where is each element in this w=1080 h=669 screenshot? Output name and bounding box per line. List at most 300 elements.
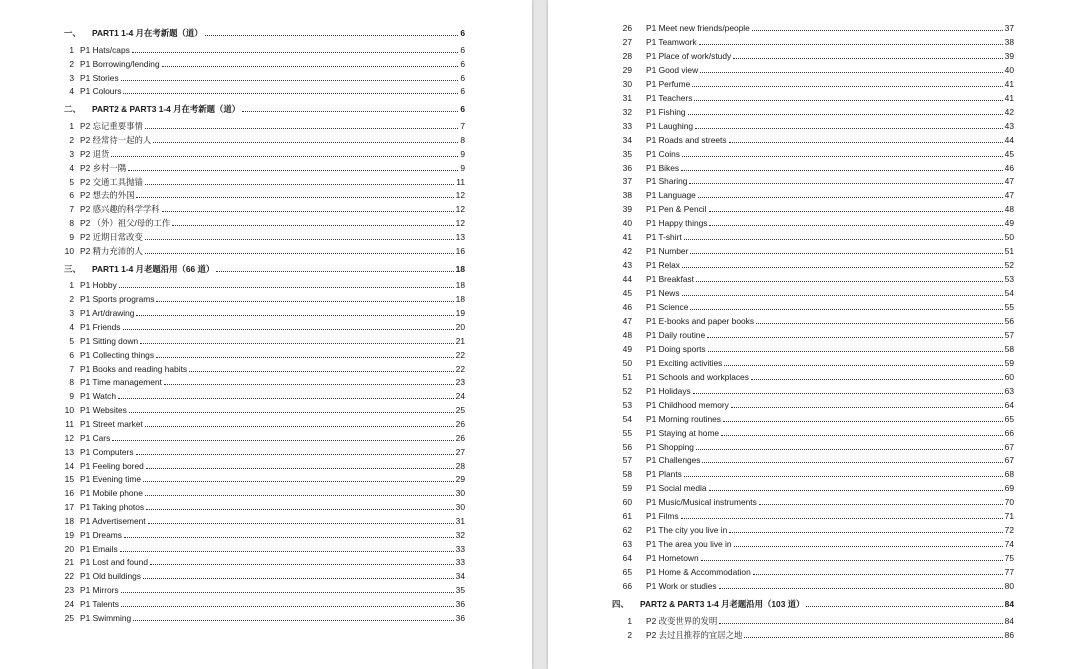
toc-entry-title: P2 忘记重要事情 [80, 121, 143, 132]
toc-entry-title: P1 Pen & Pencil [646, 204, 707, 215]
dot-leader [164, 384, 454, 385]
toc-entry-title: P1 E-books and paper books [646, 315, 755, 326]
toc-page-number: 51 [1004, 246, 1014, 257]
toc-entry[interactable] [0, 528, 532, 542]
toc-entry[interactable] [548, 440, 1080, 454]
toc-page-number: 6 [460, 86, 465, 97]
toc-entry-number: 1 [69, 44, 74, 55]
toc-entry-title: P1 Advertisement [80, 515, 146, 526]
toc-entry[interactable] [0, 133, 532, 147]
toc-entry[interactable] [0, 362, 532, 376]
toc-entry[interactable] [548, 467, 1080, 481]
toc-entry-number: 1 [627, 615, 632, 626]
dot-leader [121, 592, 454, 593]
dot-leader [707, 337, 1003, 338]
dot-leader [119, 287, 454, 288]
toc-entry-title: P1 Stories [80, 72, 119, 83]
toc-page-number: 86 [1004, 629, 1014, 640]
dot-leader [132, 52, 459, 53]
toc-entry[interactable] [0, 57, 532, 71]
toc-entry-number: 45 [622, 288, 632, 299]
dot-leader [140, 343, 453, 344]
toc-entry[interactable] [548, 523, 1080, 537]
toc-entry-title: P1 Mobile phone [80, 488, 143, 499]
toc-entry-title: P1 Books and reading habits [80, 363, 188, 374]
toc-entry-title: P1 Breakfast [646, 274, 694, 285]
toc-entry-title: PART2 & PART3 1-4 月老题沿用（103 道） [640, 598, 805, 609]
toc-page-number: 63 [1004, 385, 1014, 396]
toc-entry-title: P1 Good view [646, 64, 699, 75]
toc-page-number: 31 [455, 515, 465, 526]
toc-page-number: 47 [1004, 190, 1014, 201]
toc-page-number: 65 [1004, 413, 1014, 424]
dot-leader [688, 114, 1003, 115]
toc-entry[interactable] [0, 320, 532, 334]
toc-entry[interactable] [548, 614, 1080, 628]
toc-section-heading[interactable] [0, 102, 532, 116]
toc-entry[interactable] [0, 611, 532, 625]
toc-page-number: 18 [455, 280, 465, 291]
dot-leader [752, 30, 1003, 31]
dot-leader [702, 462, 1002, 463]
toc-entry-title: P1 Teamwork [646, 36, 697, 47]
dot-leader [120, 551, 454, 552]
toc-entry-title: P1 News [646, 288, 680, 299]
toc-entry[interactable] [548, 119, 1080, 133]
toc-entry-number: 10 [64, 245, 74, 256]
toc-entry[interactable] [548, 342, 1080, 356]
toc-entry[interactable] [0, 472, 532, 486]
toc-entry-number: 53 [622, 399, 632, 410]
toc-entry[interactable] [548, 551, 1080, 565]
toc-entry-title: P1 Staying at home [646, 427, 720, 438]
toc-entry[interactable] [548, 398, 1080, 412]
dot-leader [156, 301, 453, 302]
dot-leader [744, 637, 1002, 638]
toc-entry[interactable] [0, 348, 532, 362]
toc-entry-title: P1 Exciting activities [646, 357, 723, 368]
toc-entry-title: P1 Daily routine [646, 329, 706, 340]
toc-entry-title: P2 经常待一起的人 [80, 134, 152, 145]
toc-page-number: 18 [455, 294, 465, 305]
dot-leader [145, 184, 454, 185]
dot-leader [719, 588, 1003, 589]
toc-entry[interactable] [0, 583, 532, 597]
toc-entry-number: 3 [69, 308, 74, 319]
toc-page-number: 66 [1004, 427, 1014, 438]
toc-entry-number: 1 [69, 280, 74, 291]
dot-leader [724, 365, 1002, 366]
dot-leader [156, 357, 454, 358]
toc-entry[interactable] [0, 334, 532, 348]
toc-entry-title: P1 Feeling bored [80, 460, 144, 471]
toc-entry-number: 38 [622, 190, 632, 201]
toc-entry[interactable] [0, 244, 532, 258]
toc-entry[interactable] [0, 597, 532, 611]
toc-entry[interactable] [548, 258, 1080, 272]
toc-entry-title: P1 Schools and workplaces [646, 371, 749, 382]
toc-entry[interactable] [0, 431, 532, 445]
dot-leader [143, 481, 454, 482]
dot-leader [146, 509, 454, 510]
toc-entry-title: P1 Collecting things [80, 349, 155, 360]
toc-entry-number: 13 [64, 446, 74, 457]
dot-leader [751, 379, 1003, 380]
toc-entry-number: 55 [622, 427, 632, 438]
toc-entry[interactable] [0, 306, 532, 320]
toc-entry-title: P1 Bikes [646, 162, 680, 173]
toc-page-number: 72 [1004, 525, 1014, 536]
toc-page-number: 55 [1004, 302, 1014, 312]
toc-entry[interactable] [548, 495, 1080, 509]
toc-entry-number: 65 [622, 567, 632, 578]
toc-entry[interactable] [548, 174, 1080, 188]
toc-entry-number: 16 [64, 488, 74, 499]
toc-entry-number: 58 [622, 469, 632, 480]
toc-page-number: 60 [1004, 371, 1014, 382]
toc-entry-number: 27 [622, 36, 632, 47]
toc-entry[interactable] [0, 84, 532, 98]
toc-entry[interactable] [0, 500, 532, 514]
toc-entry[interactable] [548, 63, 1080, 77]
toc-entry[interactable] [0, 569, 532, 583]
toc-page-number: 37 [1004, 23, 1014, 33]
dot-leader [700, 72, 1003, 73]
dot-leader [216, 271, 453, 272]
toc-page-number: 67 [1004, 455, 1014, 466]
toc-page-number: 12 [455, 190, 465, 201]
toc-entry-title: P1 Perfume [646, 78, 691, 89]
toc-page-number: 34 [455, 571, 465, 582]
toc-entry[interactable] [548, 105, 1080, 119]
toc-entry-number: 28 [622, 50, 632, 61]
dot-leader [721, 435, 1003, 436]
toc-entry-title: P1 Watch [80, 391, 116, 402]
toc-entry-number: 24 [64, 599, 74, 609]
toc-page-number: 30 [455, 502, 465, 513]
toc-entry-title: P1 Dreams [80, 529, 122, 540]
toc-entry[interactable] [548, 35, 1080, 49]
toc-entry[interactable] [548, 356, 1080, 370]
toc-entry-number: 50 [622, 357, 632, 368]
toc-entry-title: P2 退货 [80, 148, 110, 159]
toc-entry-title: P1 Cars [80, 432, 111, 443]
dot-leader [682, 295, 1003, 296]
toc-page-number: 48 [1004, 204, 1014, 215]
toc-entry[interactable] [548, 188, 1080, 202]
toc-entry[interactable] [0, 486, 532, 500]
toc-entry[interactable] [548, 412, 1080, 426]
toc-entry[interactable] [548, 453, 1080, 467]
toc-entry-title: P1 Talents [80, 599, 119, 609]
dot-leader [708, 351, 1003, 352]
toc-page-number: 13 [455, 231, 465, 242]
toc-page-number: 71 [1004, 511, 1014, 522]
dot-leader [124, 537, 454, 538]
toc-entry[interactable] [548, 565, 1080, 579]
toc-entry-number: 61 [622, 511, 632, 522]
toc-page-number: 9 [460, 148, 465, 159]
toc-entry-title: P1 Sharing [646, 176, 688, 187]
toc-entry[interactable] [548, 537, 1080, 551]
toc-page-number: 6 [460, 28, 465, 38]
toc-entry-title: P1 Shopping [646, 441, 694, 452]
toc-entry[interactable] [548, 77, 1080, 91]
toc-entry-title: P1 Happy things [646, 218, 708, 229]
toc-entry[interactable] [548, 91, 1080, 105]
toc-entry-number: 8 [69, 377, 74, 388]
toc-section-heading[interactable] [0, 262, 532, 276]
toc-entry-number: 42 [622, 246, 632, 257]
toc-entry-number: 39 [622, 204, 632, 215]
dot-leader [689, 183, 1002, 184]
dot-leader [121, 80, 459, 81]
toc-page-number: 28 [455, 460, 465, 471]
dot-leader [133, 620, 453, 621]
dot-leader [145, 253, 454, 254]
toc-entry-number: 64 [622, 553, 632, 564]
toc-entry[interactable] [548, 133, 1080, 147]
toc-entry[interactable] [548, 244, 1080, 258]
toc-entry-number: 2 [69, 58, 74, 69]
dot-leader [153, 142, 458, 143]
toc-page-number: 38 [1004, 36, 1014, 47]
toc-entry[interactable] [548, 328, 1080, 342]
toc-entry[interactable] [548, 481, 1080, 495]
toc-entry[interactable] [0, 43, 532, 57]
toc-entry-number: 18 [64, 515, 74, 526]
toc-entry[interactable] [548, 370, 1080, 384]
toc-entry-title: P1 Sitting down [80, 335, 139, 346]
toc-entry[interactable] [548, 300, 1080, 314]
toc-entry-number: 5 [69, 335, 74, 346]
toc-page-number: 53 [1004, 274, 1014, 285]
toc-entry[interactable] [548, 426, 1080, 440]
toc-page-number: 21 [455, 335, 465, 346]
toc-entry-title: P1 Street market [80, 418, 143, 429]
toc-entry[interactable] [0, 292, 532, 306]
dot-leader [145, 128, 459, 129]
toc-entry[interactable] [548, 230, 1080, 244]
dot-leader [734, 546, 1003, 547]
toc-entry-title: P1 The city you live in [646, 525, 728, 536]
toc-page-number: 49 [1004, 218, 1014, 229]
toc-entry[interactable] [0, 147, 532, 161]
toc-entry-number: 2 [69, 294, 74, 305]
toc-page-number: 25 [455, 405, 465, 416]
toc-entry-title: P1 The area you live in [646, 539, 732, 550]
toc-entry-number: 66 [622, 581, 632, 591]
toc-entry-number: 52 [622, 385, 632, 396]
dot-leader [136, 197, 453, 198]
dot-leader [692, 86, 1002, 87]
toc-section-heading[interactable] [548, 597, 1080, 611]
toc-entry-number: 10 [64, 405, 74, 416]
dot-leader [806, 606, 1002, 607]
toc-entry-title: P1 Coins [646, 148, 680, 159]
toc-entry[interactable] [0, 175, 532, 189]
dot-leader [693, 393, 1003, 394]
toc-page-number: 32 [455, 529, 465, 540]
toc-entry-title: P2 （外）祖父/母的工作 [80, 218, 171, 229]
dot-leader [172, 225, 453, 226]
toc-entry-number: 41 [622, 232, 632, 243]
toc-entry-title: P1 Laughing [646, 120, 694, 131]
toc-entry[interactable] [548, 202, 1080, 216]
toc-entry-number: 23 [64, 585, 74, 596]
toc-entry-number: 59 [622, 483, 632, 494]
dot-leader [690, 253, 1002, 254]
toc-entry[interactable] [0, 119, 532, 133]
toc-page-number: 12 [455, 204, 465, 215]
toc-entry[interactable] [548, 286, 1080, 300]
toc-entry[interactable] [548, 161, 1080, 175]
toc-page-number: 64 [1004, 399, 1014, 410]
dot-leader [189, 371, 454, 372]
toc-entry-title: P1 Social media [646, 483, 707, 494]
toc-page-number: 16 [455, 245, 465, 256]
toc-entry-title: P2 交通工具抛锚 [80, 176, 143, 187]
toc-entry-title: P2 乡村一隅 [80, 162, 127, 173]
toc-entry[interactable] [0, 188, 532, 202]
toc-entry-number: 36 [622, 162, 632, 173]
document-page-left [0, 0, 532, 669]
dot-leader [242, 111, 458, 112]
toc-entry[interactable] [548, 628, 1080, 642]
toc-page-number: 54 [1004, 288, 1014, 299]
toc-entry-number: 4 [69, 86, 74, 97]
toc-entry-number: 49 [622, 343, 632, 354]
toc-page-number: 22 [455, 363, 465, 374]
toc-entry-number: 60 [622, 497, 632, 508]
toc-entry-title: P2 近期日常改变 [80, 231, 143, 242]
toc-entry-title: P1 Science [646, 302, 689, 312]
toc-entry-number: 56 [622, 441, 632, 452]
toc-entry-number: 3 [69, 148, 74, 159]
toc-entry[interactable] [0, 542, 532, 556]
toc-entry-number: 9 [69, 391, 74, 402]
toc-entry[interactable] [548, 147, 1080, 161]
toc-entry-number: 29 [622, 64, 632, 75]
toc-entry-number: 14 [64, 460, 74, 471]
dot-leader [123, 329, 454, 330]
toc-page-number: 6 [460, 104, 465, 115]
toc-entry[interactable] [548, 579, 1080, 593]
toc-page-number: 84 [1004, 598, 1014, 609]
toc-entry-title: PART1 1-4 月在考新题（道） [92, 28, 203, 38]
toc-entry[interactable] [548, 216, 1080, 230]
toc-page-number: 19 [455, 308, 465, 319]
toc-page-number: 36 [455, 599, 465, 609]
toc-entry-number: 40 [622, 218, 632, 229]
dot-leader [733, 58, 1002, 59]
toc-entry[interactable] [0, 459, 532, 473]
toc-page-number: 7 [460, 121, 465, 132]
dot-leader [694, 100, 1002, 101]
toc-page-number: 67 [1004, 441, 1014, 452]
toc-section-heading[interactable] [0, 26, 532, 40]
toc-entry[interactable] [0, 389, 532, 403]
toc-entry-number: 37 [622, 176, 632, 187]
toc-page-number: 8 [460, 134, 465, 145]
toc-entry-number: 57 [622, 455, 632, 466]
dot-leader [753, 574, 1003, 575]
toc-entry[interactable] [0, 202, 532, 216]
dot-leader [136, 454, 454, 455]
dot-leader [112, 440, 453, 441]
toc-entry[interactable] [0, 445, 532, 459]
toc-page-number: 20 [455, 322, 465, 332]
toc-entry-number: 7 [69, 363, 74, 374]
dot-leader [681, 518, 1003, 519]
toc-page-number: 80 [1004, 581, 1014, 591]
toc-entry-title: P1 Fishing [646, 106, 686, 117]
toc-page-number: 69 [1004, 483, 1014, 494]
toc-entry-title: P1 Language [646, 190, 696, 201]
toc-entry[interactable] [0, 514, 532, 528]
toc-page-number: 29 [455, 474, 465, 485]
toc-entry[interactable] [0, 230, 532, 244]
toc-page-number: 42 [1004, 106, 1014, 117]
toc-page-number: 68 [1004, 469, 1014, 480]
toc-entry-number: 35 [622, 148, 632, 159]
toc-entry[interactable] [548, 314, 1080, 328]
dot-leader [690, 309, 1002, 310]
toc-page-number: 12 [455, 218, 465, 229]
toc-entry[interactable] [0, 403, 532, 417]
toc-entry-title: PART2 & PART3 1-4 月在考新题（道） [92, 104, 241, 115]
toc-entry-title: P2 想去的外国 [80, 190, 135, 201]
toc-page-number: 46 [1004, 162, 1014, 173]
toc-entry[interactable] [0, 417, 532, 431]
dot-leader [696, 281, 1003, 282]
toc-entry-title: P1 Teachers [646, 92, 693, 103]
toc-entry-number: 15 [64, 474, 74, 485]
dot-leader [681, 170, 1003, 171]
toc-entry-title: P1 Challenges [646, 455, 701, 466]
toc-entry[interactable] [0, 278, 532, 292]
toc-entry[interactable] [548, 509, 1080, 523]
dot-leader [701, 560, 1003, 561]
toc-entry[interactable] [0, 375, 532, 389]
toc-entry[interactable] [0, 555, 532, 569]
toc-entry-number: 33 [622, 120, 632, 131]
toc-entry[interactable] [548, 272, 1080, 286]
toc-entry-number: 四、 [612, 598, 629, 609]
toc-page-number: 6 [460, 72, 465, 83]
toc-entry-number: 30 [622, 78, 632, 89]
toc-entry-title: P1 Hometown [646, 553, 699, 564]
toc-entry[interactable] [0, 216, 532, 230]
toc-entry[interactable] [548, 49, 1080, 63]
toc-entry-number: 54 [622, 413, 632, 424]
toc-entry[interactable] [0, 71, 532, 85]
dot-leader [145, 239, 454, 240]
dot-leader [695, 128, 1003, 129]
toc-page-number: 6 [460, 44, 465, 55]
toc-page-number: 57 [1004, 329, 1014, 340]
toc-page-number: 30 [455, 488, 465, 499]
toc-entry[interactable] [548, 21, 1080, 35]
toc-entry[interactable] [0, 161, 532, 175]
toc-entry[interactable] [548, 384, 1080, 398]
toc-entry-title: P1 Roads and streets [646, 134, 727, 145]
toc-page-number: 9 [460, 162, 465, 173]
dot-leader [145, 495, 454, 496]
toc-entry-title: P1 Doing sports [646, 343, 706, 354]
toc-entry-number: 31 [622, 92, 632, 103]
dot-leader [682, 156, 1003, 157]
